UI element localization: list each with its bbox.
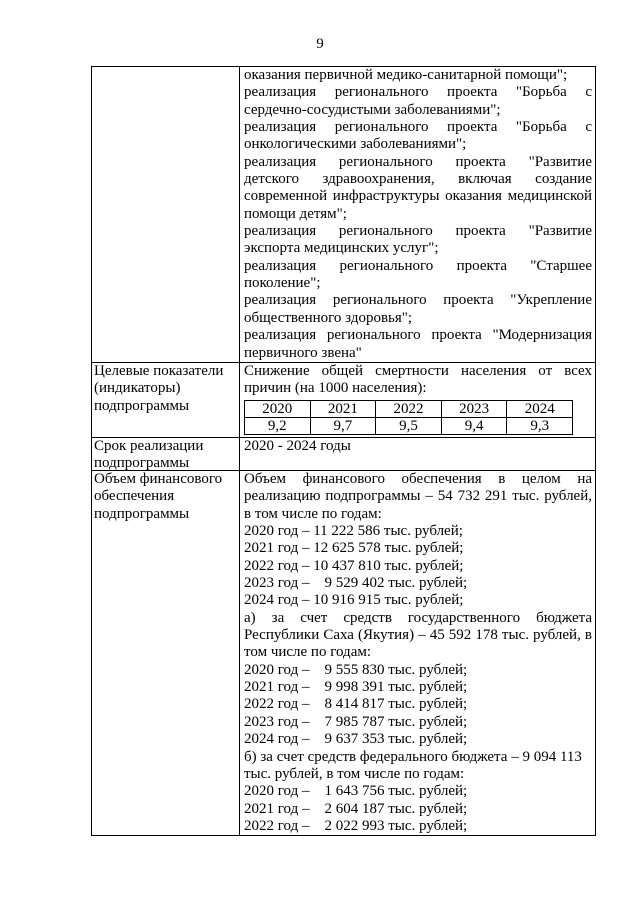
- text-line: реализация регионального проекта "Развитие: [244, 153, 592, 170]
- text-line: реализация регионального проекта "Развитие: [244, 223, 592, 240]
- label-line: (индикаторы): [94, 380, 181, 397]
- text-line: 2022 год – 10 437 810 тыс. рублей;: [244, 557, 464, 574]
- text-line: 2024 год – 10 916 915 тыс. рублей;: [244, 592, 464, 609]
- text-line: 2022 год – 8 414 817 тыс. рублей;: [244, 696, 468, 713]
- text-line: оказания первичной медико-санитарной помощи";: [244, 67, 568, 83]
- label-line: обеспечения: [94, 488, 175, 505]
- text-line: реализация регионального проекта "Старшее: [244, 257, 592, 274]
- label-line: подпрограммы: [94, 397, 190, 414]
- text-line: экспорта медицинских услуг";: [244, 240, 439, 257]
- content-cell-period: [244, 438, 592, 455]
- text-line: детского здравоохранения, включая создание: [244, 171, 592, 188]
- text-line: общественного здоровья";: [244, 309, 413, 326]
- indicator-year: 2020: [245, 401, 311, 418]
- indicator-value: 9,7: [310, 418, 376, 435]
- indicator-year: 2024: [507, 401, 573, 418]
- content-cell-activities: [244, 67, 592, 362]
- text-line: 2020 - 2024 годы: [244, 438, 351, 454]
- text-line: в том числе по годам:: [244, 505, 382, 522]
- text-line: онкологическими заболеваниями";: [244, 136, 467, 153]
- indicator-year: 2022: [376, 401, 442, 418]
- column-divider: [239, 67, 240, 835]
- label-cell-financing: [94, 471, 237, 523]
- subprogram-passport-table: [91, 66, 596, 836]
- text-line: 2023 год – 7 985 787 тыс. рублей;: [244, 713, 468, 730]
- label-line: подпрограммы: [94, 455, 190, 472]
- text-line: 2023 год – 9 529 402 тыс. рублей;: [244, 575, 468, 592]
- text-line: реализацию подпрограммы – 54 732 291 тыс. рублей,: [244, 488, 592, 505]
- text-line: 2021 год – 12 625 578 тыс. рублей;: [244, 540, 464, 557]
- indicator-year: 2023: [441, 401, 507, 418]
- text-line: 2022 год – 2 022 993 тыс. рублей;: [244, 817, 468, 834]
- indicator-value: 9,3: [507, 418, 573, 435]
- indicator-values-row: [245, 418, 573, 435]
- text-line: 2020 год – 9 555 830 тыс. рублей;: [244, 661, 468, 678]
- text-line: сердечно-сосудистыми заболеваниями";: [244, 101, 501, 118]
- indicator-value: 9,4: [441, 418, 507, 435]
- text-line: реализация регионального проекта "Укрепление: [244, 292, 592, 309]
- label-line: Срок реализации: [94, 438, 204, 454]
- text-line: реализация регионального проекта "Борьба с: [244, 119, 592, 136]
- text-line: Объем финансового обеспечения в целом на: [244, 471, 592, 487]
- indicator-year: 2021: [310, 401, 376, 418]
- text-line: реализация регионального проекта "Модернизация: [244, 327, 592, 344]
- text-line: современной инфраструктуры оказания медицинской: [244, 188, 592, 205]
- text-line: первичного звена": [244, 344, 362, 361]
- text-line: 2021 год – 9 998 391 тыс. рублей;: [244, 679, 468, 696]
- text-line: причин (на 1000 населения):: [244, 380, 427, 397]
- text-line: тыс. рублей, в том числе по годам:: [244, 765, 465, 782]
- text-line: Республики Саха (Якутия) – 45 592 178 тыс. рублей, в: [244, 627, 592, 644]
- label-cell-target-indicators: [94, 363, 237, 415]
- text-line: том числе по годам:: [244, 644, 372, 661]
- text-line: помощи детям";: [244, 205, 347, 222]
- label-line: Объем финансового: [94, 471, 223, 487]
- text-line: реализация регионального проекта "Борьба с: [244, 84, 592, 101]
- content-cell-financing: [244, 471, 592, 835]
- page-number: 9: [316, 36, 324, 52]
- indicator-value: 9,5: [376, 418, 442, 435]
- label-cell-period: [94, 438, 237, 473]
- text-line: а) за счет средств государственного бюджета: [244, 609, 592, 626]
- label-line: подпрограммы: [94, 505, 190, 522]
- content-cell-target-indicators: [244, 363, 592, 437]
- indicator-value: 9,2: [245, 418, 311, 435]
- text-line: б) за счет средств федерального бюджета – 9 094 113: [244, 748, 582, 765]
- text-line: 2020 год – 11 222 586 тыс. рублей;: [244, 523, 463, 540]
- text-line: 2024 год – 9 637 353 тыс. рублей;: [244, 731, 468, 748]
- text-line: Снижение общей смертности населения от всех: [244, 363, 592, 379]
- indicator-years-row: [245, 401, 573, 418]
- text-line: поколение";: [244, 275, 321, 292]
- label-line: Целевые показатели: [94, 363, 224, 379]
- text-line: 2020 год – 1 643 756 тыс. рублей;: [244, 783, 468, 800]
- indicator-table: [244, 400, 573, 435]
- text-line: 2021 год – 2 604 187 тыс. рублей;: [244, 800, 468, 817]
